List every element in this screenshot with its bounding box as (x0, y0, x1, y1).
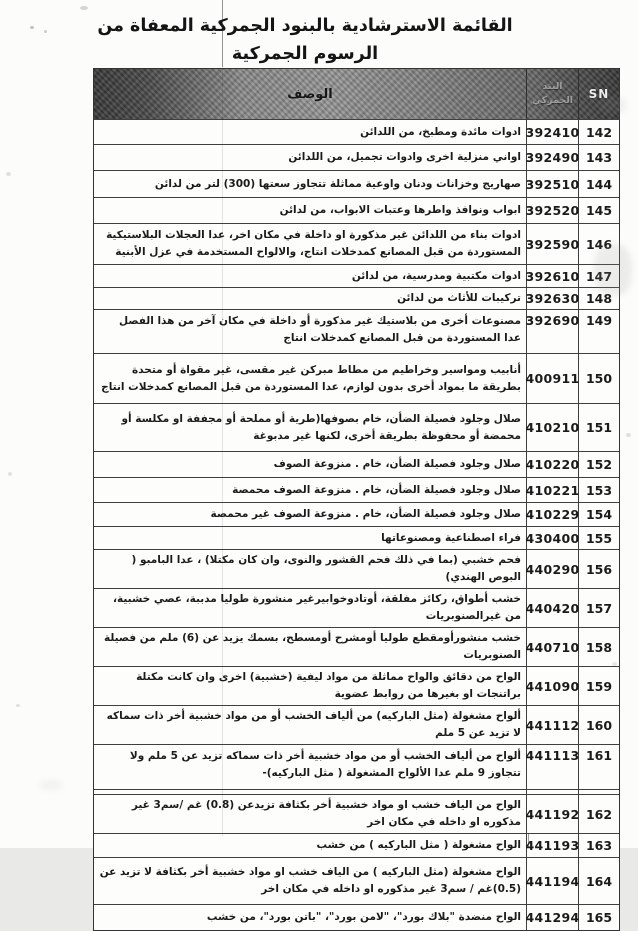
table-row (94, 588, 619, 627)
table-row (94, 451, 619, 477)
row-serial-number: 160 (585, 717, 613, 733)
row-serial-number: 165 (585, 910, 613, 925)
column-header-description: الوصف (287, 86, 333, 102)
row-description: اواني منزلية اخرى وادوات تجميل، من اللدائن (288, 151, 521, 163)
table-row (94, 309, 619, 353)
table-row (94, 794, 619, 833)
row-customs-code: 410221 (526, 478, 579, 502)
table-row (94, 287, 619, 309)
row-serial-number: 164 (585, 873, 613, 889)
row-serial-number: 150 (585, 371, 613, 386)
row-description: خشب أطواق، ركائز مفلقة، أوتادوخوابيرغير منشورة طوليا مدببة، عصي خشبية، من غيرالصنوبريات (113, 593, 521, 622)
row-customs-code: 441090 (526, 667, 579, 705)
row-serial-number: 142 (585, 124, 613, 140)
row-customs-code (526, 790, 579, 794)
table-row (94, 666, 619, 705)
row-customs-code: 392590 (526, 224, 579, 264)
row-customs-code: 440710 (526, 628, 579, 666)
row-customs-code: 410210 (526, 404, 579, 451)
row-serial-number: 159 (585, 678, 613, 694)
row-serial-number: 154 (585, 507, 613, 522)
row-serial-number: 163 (585, 838, 613, 853)
row-description: مصنوعات أخرى من بلاستيك غير مذكورة أو داخلة في مكان آخر من هذا الفصل عدا المستوردة من قبل المصانع كمدخلات انتاج (118, 315, 521, 344)
scan-speck (8, 472, 12, 476)
row-description: صلال وجلود فصيلة الضأن، خام . منزوعة الصوف محمصة (232, 483, 521, 496)
row-customs-code: 392630 (526, 288, 579, 309)
row-description: الواح مشغولة ( مثل الباركيه ) من خشب (316, 839, 521, 851)
table-row (94, 197, 619, 223)
table-row (94, 223, 619, 264)
row-customs-code: 392510 (526, 171, 579, 197)
row-description: ادوات بناء من اللدائن غير مذكورة او داخلة في مكان اخر، عدا العجلات البلاستيكية المستوردة من قبل المصانع كمدخلات انتاج، والالواح المستخدمة في عزل الأبنية (106, 229, 521, 258)
scan-speck (30, 26, 34, 29)
row-description: أنابيب ومواسير وخراطيم من مطاط مبركن غير مقسى، غير مقواة أو متحدة بطريقة ما بمواد أخرى بدون لوازم، عدا المستوردة من قبل المصانع كمدخلات انتاج (101, 363, 521, 393)
table-row (94, 170, 619, 197)
row-customs-code: 430400 (526, 527, 579, 549)
row-description: ألواح من ألياف الخشب أو من مواد خشبية أخر ذات سماكه تزيد عن 5 ملم ولا تتجاوز 9 ملم عدا الألواح المشغولة ( مثل الباركيه)- (129, 750, 521, 779)
table-row (94, 403, 619, 451)
table-row (94, 744, 619, 789)
table-row (94, 833, 619, 857)
table-body (94, 119, 619, 930)
row-serial-number: 149 (585, 313, 613, 328)
scan-speck (6, 172, 11, 176)
row-serial-number: 143 (585, 150, 613, 165)
row-description: ادوات مائدة ومطبخ، من اللدائن (360, 125, 521, 138)
row-description: صلال وجلود فصيلة الضأن، خام . منزوعة الصوف غير محمصة (210, 508, 521, 520)
row-customs-code: 400911 (526, 354, 579, 403)
table-row (94, 264, 619, 287)
row-customs-code: 392520 (526, 198, 579, 223)
page-title: القائمة الاسترشادية بالبنود الجمركية المعفاة من الرسوم الجمركية (97, 16, 513, 64)
row-description: ادوات مكتبية ومدرسية، من لدائن (351, 269, 521, 282)
row-customs-code: 410220 (526, 452, 579, 477)
row-serial-number: 148 (585, 291, 613, 306)
spacer-row (94, 789, 619, 794)
row-customs-code: 392610 (526, 265, 579, 287)
row-description: خشب منشورأومقطع طوليا أومشرح أومسطح، بسمك يزيد عن (6) ملم من فصيلة الصنوبريات (103, 632, 521, 661)
table-row (94, 627, 619, 666)
row-customs-code: 392690 (526, 310, 579, 353)
row-description: فحم خشبي (بما في ذلك فحم القشور والنوى، وان كان مكتلا) ، عدا البامبو ( البوص الهندي) (131, 554, 521, 583)
row-serial-number: 146 (585, 236, 613, 252)
row-description: صلال وجلود فصيلة الضأن، خام بصوفها(طرية أو مملحة أو مجففة او مكلسة أو محمضة أو محفوظة بطريقة أخرى، لكنها غير مدبوغة (121, 412, 521, 442)
row-serial-number: 144 (585, 176, 613, 192)
column-header-sn: SN (588, 87, 610, 101)
column-header-customs-code: البند الجمركي (526, 69, 579, 119)
row-description: صلال وجلود فصيلة الضأن، خام . منزوعة الصوف (273, 458, 521, 470)
row-customs-code: 441193 (526, 834, 579, 857)
row-customs-code: 440290 (526, 550, 579, 588)
row-serial-number: 162 (585, 806, 613, 822)
table-row (94, 477, 619, 502)
row-serial-number: 158 (585, 639, 613, 655)
row-customs-code: 392410 (526, 120, 579, 144)
row-serial-number: 152 (585, 457, 613, 472)
row-serial-number: 145 (585, 203, 613, 218)
row-description: فراء اصطناعية ومصنوعاتها (381, 531, 521, 544)
row-serial-number: 147 (585, 268, 613, 284)
row-description: الواح مشغولة (مثل الباركيه ) من الياف خشب او مواد خشبية أخر بكثافة لا تزيد عن (0.5)غم / سم3 غير مذكوره او داخله في مكان اخر (99, 866, 521, 895)
row-customs-code: 441112 (526, 706, 579, 744)
table-row (94, 705, 619, 744)
table-row (94, 502, 619, 526)
row-customs-code: 441194 (526, 858, 579, 904)
customs-exemption-table (93, 68, 620, 931)
table-row (94, 119, 619, 144)
scan-speck (80, 6, 88, 10)
row-serial-number: 156 (585, 561, 613, 577)
row-description: صهاريج وخزانات ودنان واوعية مماثلة تتجاوز سعتها (300) لتر من لدائن (154, 177, 521, 190)
row-serial-number: 157 (585, 600, 613, 616)
row-serial-number: 153 (585, 482, 613, 498)
table-header-row (94, 69, 619, 119)
table-row (94, 144, 619, 170)
table-row (94, 904, 619, 930)
row-description: ألواح مشغولة (مثل الباركيه) من ألياف الخشب أو من مواد خشبية أخر ذات سماكه لا تزيد عن 5 ملم (106, 710, 521, 739)
row-customs-code: 441294 (526, 905, 579, 930)
row-description (94, 790, 526, 794)
scan-smudge (40, 780, 62, 790)
scan-speck (626, 433, 631, 437)
row-customs-code: 410229 (526, 503, 579, 526)
table-row (94, 526, 619, 549)
row-serial-number: 151 (585, 420, 613, 435)
table-row (94, 857, 619, 904)
scan-speck (16, 704, 20, 707)
scan-speck (44, 30, 47, 33)
row-description: ابواب ونوافذ واطرها وعتبات الابواب، من لدائن (279, 204, 521, 216)
row-customs-code: 392490 (526, 145, 579, 170)
row-customs-code: 441113 (526, 745, 579, 789)
row-customs-code: 441192 (526, 795, 579, 833)
row-description: الواح من دقائق والواح مماثلة من مواد ليفية (خشبية) اخرى وان كانت مكتلة براتنجات او بغيرها من روابط عضوية (136, 671, 521, 700)
row-customs-code: 440420 (526, 589, 579, 627)
row-serial-number (579, 790, 619, 794)
row-serial-number: 155 (585, 530, 613, 546)
row-description: الواح من الياف خشب او مواد خشبية أخر بكثافة تزيدعن (0.8) غم /سم3 غير مذكوره او داخله في مكان اخر (131, 799, 521, 828)
row-serial-number: 161 (585, 748, 613, 763)
table-row (94, 549, 619, 588)
row-description: تركيبات للأثاث من لدائن (397, 292, 521, 304)
row-description: الواح منضدة "بلاك بورد"، "لامن بورد"، "باتن بورد"، من خشب (206, 911, 521, 923)
table-row (94, 353, 619, 403)
